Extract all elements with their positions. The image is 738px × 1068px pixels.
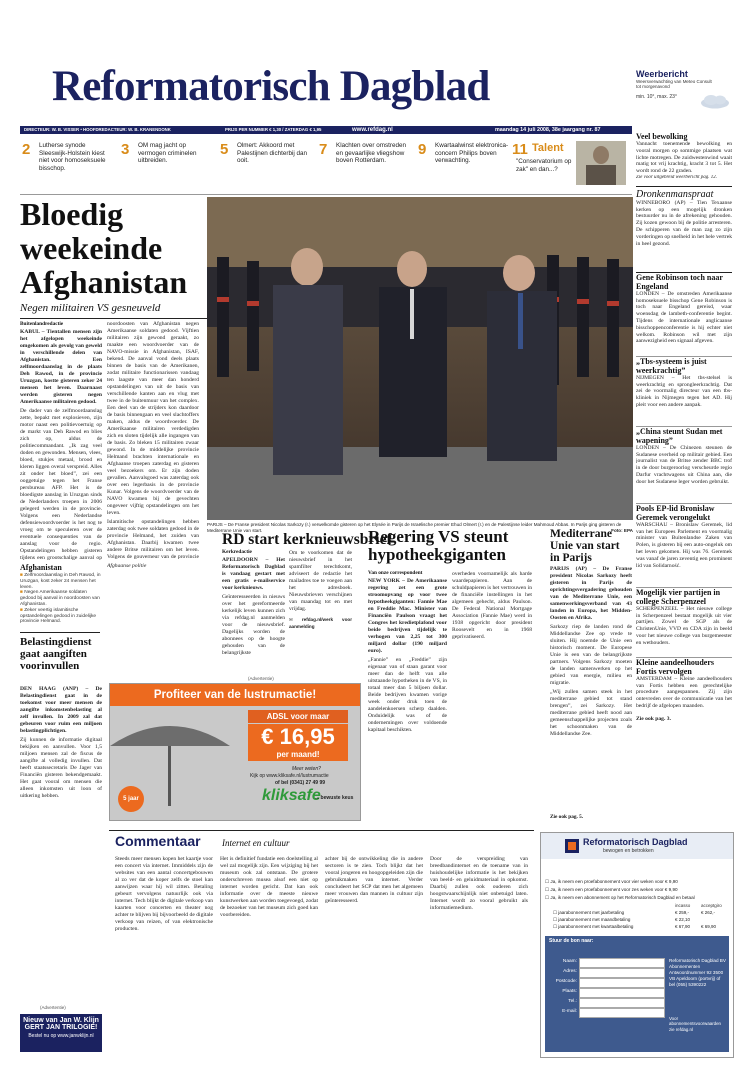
field-label: Tel.: [568,999,577,1004]
rd-body: Geïnteresseerden in nieuws over het gereformeerde kerkelijk leven kunnen zich via refdag.nl aanmelden voor de nieuwsbrief. Dagelijks worden de abonnees op de hoogte gehouden van de belangrijkste [222,594,285,656]
afghanistan-box [20,563,102,629]
ad-url[interactable]: Kijk op www.kliksafe.nl/lustrumactie [250,773,329,779]
teaser-item[interactable] [220,142,315,165]
rd-body2: Om te voorkomen dat de nieuwsbrief in het spamfilter terechtkomt, adviseert de redactie het mailadres toe te voegen aan het adresboek. Nieuwsbrieven verschijnen van maandag tot en met vrijdag. [289,550,352,612]
checkbox-icon: ☐ [545,895,551,900]
afghanistan-box-item: ■ Negen Amerikaanse soldaten gedood bij aanval in noordoosten van Afghanistan. [20,590,100,607]
us-col2 [452,571,532,818]
subscribe-row[interactable]: ☐ jaarabonnement met maandbetaling € 22,10 [553,917,691,922]
ad-tagline: ... bewuste keus [315,795,354,801]
phone-field[interactable] [579,998,665,1008]
teaser-page-number: 7 [319,141,328,158]
us-body: „Fannie” en „Freddie” zijn eigenaar van of staan garant voor meer dan de helft van alle uitstaande hypotheken in de VS, in totaal meer dan 5 biljoen dollar. Beide bedrijven kwamen vorige week onder druk toen de aandelenkoersen scherp daalden. Onduidelijk was of de ondernemingen over voldoende kapitaal beschikten. [368,657,447,733]
checkbox-icon: ☐ [545,879,551,884]
newspaper-masthead-title: Reformatorisch Dagblad [52,63,490,110]
belasting-divider [20,632,100,633]
masthead-date: maandag 14 juli 2008, 38e jaargang nr. 87 [495,127,601,133]
subscribe-row[interactable]: ☐ jaarabonnement met jaarbetaling € 259,- € 262,- [553,910,716,915]
ad-more: Meer weten? [292,766,321,772]
sidebar-item-headline: „China steunt Sudan met wapening” [636,426,723,445]
rd-headline: RD start kerknieuwsbrief [222,531,392,548]
sidebar-item-text: SCHERPENZEEL – Het nieuwe college in Scherpenzeel bestaat mogelijk uit vier partijen. Zowel de SGP als de ChristenUnie, VVD en CDA zijn in beeld voor het nieuwe college van burgemeester en wethouders. [636,605,732,646]
ad-lustrum-badge: 5 jaar [118,786,144,812]
weather-line1: Weersverwachting van Meteo Consult [636,79,712,84]
weather-title: Weerbericht [636,69,688,79]
med-headline: Mediterrane Unie van start in Parijs [550,528,620,564]
ad-label: (Advertentie) [248,676,274,681]
checkbox-icon: ☐ [553,910,559,915]
weather-box [636,69,734,113]
email-field[interactable] [579,1008,665,1018]
lead-subhead: Negen militairen VS gesneuveld [20,302,161,314]
sidebar-item-text: AMSTERDAM – Kleine aandeelhouders van Fortis hebben een gerechtelijke procedure aangespannen. Zij zijn ontevreden over de communicatie van het bedrijf de afgelopen maanden. [636,675,732,709]
field-label: E-mail: [562,1009,577,1014]
commentaar-col1: Steeds meer mensen kopen het kaartje voor een concert via internet. Immiddels zijn de websites van een aantal concertgebouwen al zo ver dat de koper zelfs de stoel kan aanwijzen waar hij wil zitten. Betaling gebeurt vervolgens natuurlijk ook via internet. Tech blijkt de digitale verkoop van kaarten voor concerten en theater nog achter te blijven bij bijvoorbeeld de digitale verkoop van reizen, of van elektronische producten. [115,856,213,932]
cloud-icon [698,93,732,109]
teaser-page-number: 5 [220,141,229,158]
checkbox-icon: ☐ [545,887,551,892]
subscribe-option[interactable]: ☐ Ja, ik neem een abonnement op het Reformatorisch Dagblad en betaal [545,895,695,900]
photo-credit: Foto: EPA [611,528,633,533]
photo-caption: PARIJS – De Franse president Nicolas Sarkozy (r.) verwelkomde gisteren op het Elysée in Parijs de Israëlische premier Ehud Olmert (r.) en de Palestijnse leider Mahmoud Abbas. In Parijs ging gisteren de Mediterrane Unie van start. Foto: EPA [207,522,633,533]
afghanistan-box-title: Afghanistan [20,563,62,572]
lead-aside: Afghaanse politie [107,563,147,569]
weather-text: Vannacht toenemende bewolking en vooral morgen op sommige plaatsen wat lichte motregen. De zuidwestenwind waait matig tot vrij krachtig, kracht 3 tot 5. Het wordt rond de 22 graden. [636,141,732,175]
rd-logo-icon [565,839,579,853]
sidebar-zie-ook: Zie ook pag. 3. [636,715,671,722]
sidebar-item-headline: Pools EP-lid Bronislaw Geremek verongelukt [636,503,715,522]
teaser-page-number: 3 [121,141,130,158]
promo-line3: Bestel nu op www.janwklijn.nl [28,1033,94,1039]
promo-line2: GERT JAN TRILOGIE! [24,1024,98,1031]
lead-col2 [107,321,199,561]
rd-col1 [222,557,285,657]
masthead-staff: DIRECTEUR: W. B. VISSER • HOOFDREDACTEUR: W. B. KRANENDONK [24,127,171,132]
weather-temps: min. 10°, max. 23° [636,94,677,100]
teaser-item[interactable] [121,142,216,165]
city-field[interactable] [579,988,665,998]
subscribe-box [540,832,734,1058]
teaser-text: OM mag jacht op vermogen criminelen uitbreiden. [138,142,197,165]
ad-brand-logo: kliksafe [262,787,321,804]
subscribe-address: Reformatorisch Dagblad BV Abonnementen Antwoordnummer 92 3500 VB Apeldoorn (portvrij) of bel (055) 5390222 [669,958,726,987]
belasting-intro: DEN HAAG (ANP) – De Belastingdienst gaat in de toekomst voor meer mensen de aangifte inkomstenbelasting al zelf invullen. In 2009 zal dat gebeuren voor ruim een miljoen belastingplichtigen. [20,686,102,734]
rd-dept: Kerkredactie [222,549,252,555]
subscribe-option[interactable]: ☐ Ja, ik neem een proefabonnement voor zes weken voor € 9,90 [545,887,678,892]
lead-col2-aside [107,563,199,629]
subscribe-col-a: incasso [675,903,691,908]
weather-headline: Veel bewolking [636,132,688,141]
lead-intro: KABUL – Tientallen mensen zijn het afgelopen weekeinde omgekomen als gevolg van geweld in verschillende delen van Afghanistan. Een zelfmoordaanslag in de plaats Deh Rawod, in de provincie Uruzgan, kostte gisteren zeker 24 mensen het leven. Daarnaast werden gisteren negen Amerikaanse militairen gedood. [20,329,102,405]
lead-body1: De dader van de zelfmoordaanslag zette, bepakt met explosieven, zijn motor naast een politievoertuig op de markt van Deh Rawod en blies zich op, aldus de politiecommandant. „Ik zag veel doden en gewonden. Mensen, vlees, bloed, stukjes metaal, brood en kleren liggen overal verspreid. Alles zit onder het bloed”, zei een ooggetuige tegen het Franse persbureau AFP. Het is de bloedigste aanslag in Uruzgan sinds de Nederlanders troepen in 2006 gelegerd werden in de provincie. Volgens een Nederlandse defensiewoordvoerder is het nog te vroeg om te speculeren over de eventuele consequenties van de aanslag voor de regio. Opstandelingen hebben gisteren tijdens een grootschalige aanval op [20,408,102,561]
commentaar-subtitle: Internet en cultuur [222,838,290,848]
med-zie: Zie ook pag. 5. [550,814,584,820]
subscribe-form [545,936,729,1052]
sidebar-item-text: WARSCHAU – Bronislaw Geremek, lid van het Europees Parlement en voormalig minister van Buitenlandse Zaken van Polen, is gisteren bij een auto-ongeluk om het leven gekomen. Hij was 76. Geremek was vanaf de jaren zeventig een prominent lid van Solidarność. [636,521,732,569]
teaser-text: Lutherse synode Sleeswijk-Holstein kiest niet voor homoseksuele bisschop. [39,142,106,172]
address-field[interactable] [579,968,665,978]
field-label: Plaats: [562,989,577,994]
name-field[interactable] [579,958,665,968]
teaser-item[interactable] [418,142,513,165]
us-headline: Regering VS steunt hypotheekgiganten [368,527,509,564]
column-text: WINNEBORO (AP) – Tien Texaanse kerken op een mogelijk dronken bestuurder nu in de afrekening gehouden. Zij kozen gewoon bij de politie arresteren. De schipperen van de man zag zo zijn vorderingen op snelheid in het hele vertrek in heel gezond. [636,199,732,247]
masthead-price: PRIJS PER NUMMER € 1,30 / ZATERDAG € 1,95 [225,127,322,132]
sidebar-item-headline: Mogelijk vier partijen in college Scherpenzeel [636,587,721,606]
summit-photo [207,197,633,520]
field-label: Adres: [563,969,577,974]
teaser-item[interactable] [22,142,117,172]
ad-phone: of bel (0341) 27 49 99 [275,780,326,786]
belasting-body: Zij kunnen de informatie digitaal bekijken en aanvullen. Voor 1,5 miljoen mensen zal de fiscus de aangifte al volledig invullen. Dat heeft staatssecretaris De Jager van Financiën gisteren bekendgemaakt. Het gaat vooral om mensen die alleen inkomsten uit loon of uitkering hebben. [20,737,102,799]
lead-dept: Buitenlandredactie [20,321,64,327]
teaser-divider [20,194,632,195]
teaser-label: Talent [532,142,564,154]
postcode-field[interactable] [579,978,665,988]
ad-adsl-text: ADSL voor maar [248,710,348,723]
book-promo[interactable] [20,1014,102,1052]
sidebar-item-headline: Kleine aandeelhouders Fortis vervolgen [636,657,715,676]
field-label: Postcode: [555,979,577,984]
commentaar-divider [109,830,534,831]
us-dept: Van onze correspondent [368,570,423,576]
sidebar-item-text: LONDEN – De Chinezen steunen de Sudanese overheid op militair gebied. Een journalist van de Britse zender BBC trof in de door burgeroorlog verscheurde regio Darfur vrachtwagens uit China aan, die door het Sudanese leger worden gebruikt. [636,444,732,485]
commentaar-col3: achter bij de ontwikkeling die in andere sectoren is te zien. Toch blijkt dat het vooral jongeren en hoogopgeleiden zijn die gebruikmaken van internet. Verder concludeert het SCP dat men het algemeen meer vrouwen dan mannen in cultuur zijn geïnteresseerd. [325,856,423,904]
commentaar-col4: Door de verspreiding van breedbandinternet en de toename van in huishoudelijke informatie is het bekijken van beeld- en geluidmateriaal in opkomst. Daarbij zullen ook ouderen zich hoogstwaarschijnlijk niet onbetuigd laten. Internet wordt zo vooral gebruikt als informatiemedium. [430,856,528,911]
rd-intro: APELDOORN – Het Reformatorisch Dagblad is vandaag gestart met een gratis e-mailservice voor kerknieuws. [222,557,285,591]
us-body2: overheden voornamelijk als harde waardepapieren. Aan de schuldpapieren is het vertrouwen in de financiële instellingen in het algemeen gehecht, aldus Paulson. De Federal National Mortgage Association (Fannie Mae) werd in 1938 opgericht door president Roosevelt en in 1968 geprivatiseerd. [452,571,532,640]
subscribe-brand: Reformatorisch Dagblad [583,837,688,847]
promo-ad-label: (Advertentie) [40,1005,66,1010]
checkbox-icon: ☐ [553,917,559,922]
teaser-page-number: 2 [22,141,31,158]
sidebar-item-headline: „Tbs-systeem is juist weerkrachtig” [636,356,707,375]
teaser-text: "Conservatorium op zak" en dan...? [516,158,572,173]
rd-link[interactable]: ✉ refdag.nl/werk voor aanmelding [289,617,352,629]
ad-heading: Profiteer van de lustrumactie! [110,684,360,706]
lead-body2-tail: Islamitische opstandelingen hebben zaterdag ook twee soldaten gedood in de provincie Helmand, het zuiden van Afghanistan. Daarbij kwamen twee andere Britse militairen om het leven. Volgens de gouverneur van de provincie [107,519,199,560]
checkbox-icon: ☐ [553,924,559,929]
subscribe-row[interactable]: ☐ jaarabonnement met kwartaalbetaling € 67,90 € 69,90 [553,924,717,929]
column-title: Dronkenmanspraat [636,188,714,200]
teaser-text: Kwartaalwinst elektronica-concern Philips boven verwachting. [435,142,509,165]
subscribe-option[interactable]: ☐ Ja, ik neem een proefabonnement voor vier weken voor € 9,90 [545,879,678,884]
med-col [550,566,632,812]
sidebar [636,128,732,828]
field-label: Naam: [562,959,577,964]
teaser-text: Klachten over omstreden en gevaarlijke vliegshow boven Rotterdam. [336,142,407,165]
teaser-page-number: 9 [418,141,427,158]
lead-col1 [20,329,102,561]
teaser-page-number: 11 [512,141,528,158]
weather-more: Zie voor uitgebreid weerbericht pag. 12. [636,174,718,180]
weather-line2: tot morgenavond [636,84,670,89]
lead-headline: Bloedig weekeinde Afghanistan [20,196,188,300]
subscribe-form-head: Stuur de bon naar: [549,938,594,944]
ad-price: € 16,95 [248,724,348,750]
envelope-icon: ✉ [289,617,302,622]
rd-col2 [289,550,352,650]
med-body: Sarkozy riep de landen rond de Middellandse Zee op vrede te sluiten. Hij noemde de Unie een historisch moment. De Europese Unie is een van de belangrijkste partners. Volgens Sarkozy moeten de landen samenwerken op het gebied van energie, milieu en migratie. [550,624,632,686]
sidebar-divider [636,186,732,187]
ad-per-month: per maand! [248,750,348,761]
masthead-website[interactable]: www.refdag.nl [352,127,393,133]
belasting-col [20,686,102,822]
afghanistan-box-item: ■ Zelfmoordaanslag in Deh Rawod, in Uruzgan, kost zeker 24 mensen het leven. [20,573,101,590]
lead-photo [207,197,633,520]
afghanistan-box-item: ■ Zeker veertig islamitische opstandelingen gedood in zuidelijke provincie Helmand. [20,607,97,625]
subscribe-header [541,833,733,859]
teaser-item[interactable] [319,142,414,165]
sidebar-item-text: LONDEN – De omstreden Amerikaanse homoseksuele bisschop Gene Robinson is toch naar Engeland gereisd, waar woensdag de lambeth-conferentie begint. Tijdens de internationale anglicaanse bisschoppenconferentie is hij echter niet welkom. Robinson wil met zijn aanwezigheid een signaal afgeven. [636,290,732,345]
subscribe-col-b: acceptgiro [701,903,722,908]
med-us-tail: „Wij zullen samen steek in het mediterrane gebied tot stand brengen”, zei Sarkozy. Het mediterrane gebied heeft nood aan gemeenschappelijke projecten zoals het schoonmaken van de Middellandse Zee. [550,689,632,737]
promo-line1: Nieuw van Jan W. Klijn [23,1017,99,1024]
sidebar-item-text: NIJMEGEN – Het tbs-stelsel is weerkrachtig en sprongleerkrachtig. Dat zei de voormalig directeur van een tbs-kliniek in Nijmegen tegen het AD. Hij pleit voor een andere aanpak. [636,374,732,408]
belasting-headline: Belastingdienst gaat aangiften voorinvullen [20,636,92,672]
teaser-text: Olmert: Akkoord met Palestijnen dichterbij dan ooit. [237,142,308,165]
subscribe-tagline: bewogen en betrokken [603,848,654,854]
kliksafe-ad[interactable] [109,683,361,821]
commentaar-col2: Het is definitief fundatie een doelstelling al wel zal mogelijk zijn. Een wijziging bij het museum ook zal ontstaan. De grotere onderschreven musea alsof een niet op internet worden gericht. Dat kan ook informatie over de meeste nieuwe kunstwerken aan worden toegevoegd, zodat de bezoeker van het museum zich goed kan voorbereiden. [220,856,318,918]
us-intro: NEW YORK – De Amerikaanse regering zet een grote stroomopvang op voor twee hypotheekgiganten: Fannie Mae en Freddie Mac. Minister van Financiën Paulson vraagt het Congres het kredietplafond voor beide bedrijven tijdelijk te verhogen van 2,25 tot 300 miljard dollar (190 miljard euro). [368,578,447,654]
talent-photo [576,141,626,185]
lead-body2: noordoosten van Afghanistan negen Amerikaanse soldaten gedood. Vijftien militairen zijn gewond geraakt, zo maakte een woordvoerder van de NAVO-missie in Afghanistan, ISAF, bekend. De aanval vond deels plaats binnen de basis van de Amerikanen, zodat militaire functionarissen vandaag ten laagste van meer dan honderd opstandelingen van uit de basis van verschillende kanten aan en vlug met twee in de buitenmuur van het complex. Een deel van de strijders kon daardoor de basis binnengaan en veel slachtoffers maken, aldus de woordvoerder. De Amerikaanse militairen verdedigden zich en sloten tijdelijk alle ingangen van de basis. Zo bleken 15 militairen zwaar gewond. In de middelijke provincie Helmand brachten internationale en Afghaanse troepen zaterdag en gisteren veel bezoekers om. Er zijn doden gevallen. Aanvalsgoed was zaterdag ook over een legerbasis in de provincie Kunar. Volgens de woordvoerder van de NAVO kwamen bij de gevechten ongeveer vijftig opstandelingen om het leven. [107,321,199,516]
med-intro: PARIJS (AP) – De Franse president Nicolas Sarkozy heeft gisteren in Parijs de oprichtingsvergadering gehouden van de Mediterrane Unie, een samenwerkingsverband van 43 landen in Europa, het Midden-Oosten en Afrika. [550,566,632,621]
subscribe-terms: Voor abonnementsvoorwaarden zie refdag.nl [669,1016,721,1032]
sidebar-item-headline: Gene Robinson toch naar Engeland [636,272,723,291]
commentaar-title: Commentaar [115,833,201,849]
teaser-strip [20,140,632,192]
us-col1 [368,578,447,818]
